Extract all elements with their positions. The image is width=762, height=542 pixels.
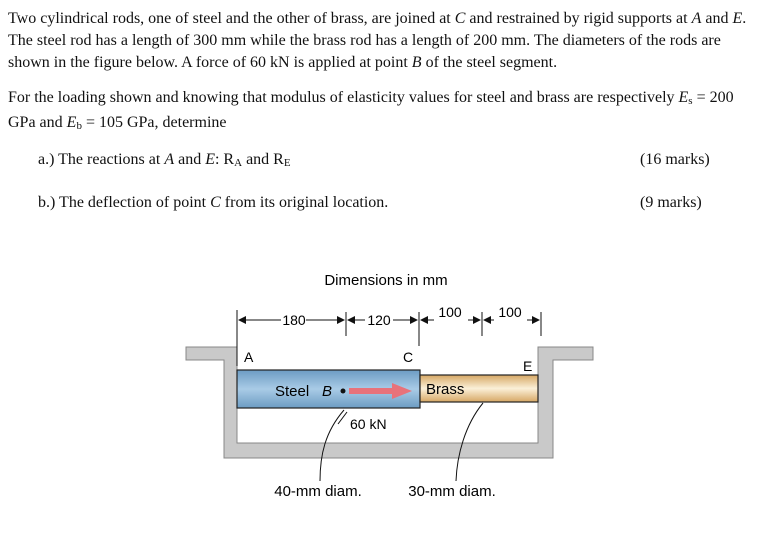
- question-b: b.) The deflection of point C from its original location.: [38, 194, 389, 211]
- dim-100b-label: 100: [498, 304, 522, 320]
- steel-diam-label: 40-mm diam.: [274, 483, 362, 500]
- force-label: 60 kN: [350, 416, 387, 432]
- point-B-marker: [341, 389, 346, 394]
- point-B-label: B: [322, 383, 333, 400]
- point-A-label: A: [244, 349, 254, 365]
- brass-label: Brass: [426, 381, 465, 398]
- question-a: a.) The reactions at A and E: RA and RE: [38, 151, 291, 169]
- dim-120-label: 120: [367, 312, 391, 328]
- point-E-label: E: [523, 358, 533, 374]
- problem-instructions: For the loading shown and knowing that modulus of elasticity values for steel and brass are respectively Es = 200 GPa and Eb = 105 GPa, determine: [8, 89, 734, 132]
- dim-180-label: 180: [282, 312, 306, 328]
- brass-diam-label: 30-mm diam.: [408, 483, 496, 500]
- brass-diam-leader: [456, 403, 483, 481]
- force-leader: [338, 412, 347, 424]
- steel-label: Steel: [275, 383, 310, 400]
- problem-statement: Two cylindrical rods, one of steel and the other of brass, are joined at C and restrained by rigid supports at A and E. The steel rod has a length of 300 mm while the brass rod has a length of 200 mm. The diameters of the rods are shown in the figure below. A force of 60 kN is applied at point B of the steel segment.: [8, 10, 747, 71]
- dim-100a-label: 100: [438, 304, 462, 320]
- figure-title: Dimensions in mm: [324, 272, 448, 289]
- point-C-label: C: [403, 349, 414, 365]
- force-arrow-shaft: [349, 388, 393, 394]
- question-b-marks: (9 marks): [640, 194, 702, 211]
- question-a-marks: (16 marks): [640, 151, 710, 168]
